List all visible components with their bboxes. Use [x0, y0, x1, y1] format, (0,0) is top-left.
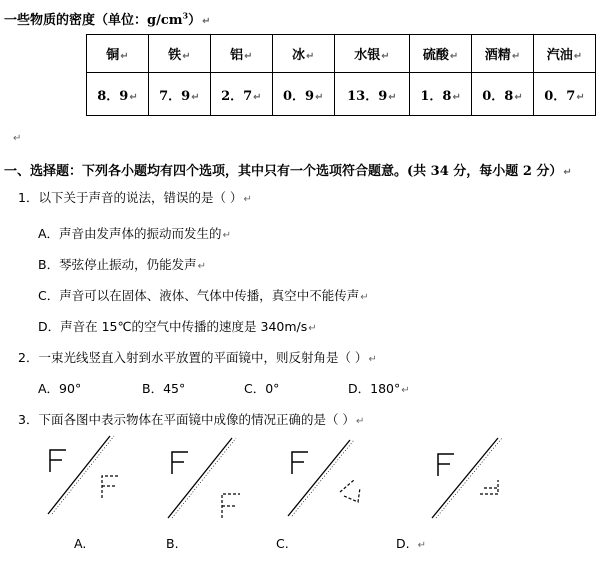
question-2-stem: 2．一束光线竖直入射到水平放置的平面镜中，则反射角是（ ）↵	[18, 350, 377, 365]
table-header-cell: 汽油↵	[533, 35, 595, 73]
figure-a-label: A.	[74, 536, 87, 551]
table-value-cell: 0．9↵	[272, 73, 334, 116]
question-1-option-b: B．琴弦停止振动，仍能发声↵	[38, 257, 206, 272]
table-value-cell: 0．7↵	[533, 73, 595, 116]
density-table	[86, 34, 596, 116]
figure-b	[168, 438, 240, 518]
table-header-cell: 水银↵	[334, 35, 409, 73]
question-2-option-b: B．45°	[142, 381, 186, 396]
figure-a-mirror	[48, 436, 110, 514]
density-heading-sup: 3	[182, 10, 189, 21]
figure-d-label: D. ↵	[396, 536, 426, 551]
question-1-option-a: A．声音由发声体的振动而发生的↵	[38, 226, 231, 241]
table-value-cell: 1．8↵	[410, 73, 472, 116]
figure-b-mirror-hatch	[172, 438, 236, 518]
question-1-stem: 1．以下关于声音的说法，错误的是（ ）↵	[18, 190, 252, 205]
question-2-option-d: D．180°↵	[348, 381, 410, 396]
table-value-cell: 2．7↵	[210, 73, 272, 116]
table-row	[87, 35, 596, 73]
empty-paragraph-mark: ↵	[13, 133, 22, 144]
figure-b-object	[172, 452, 188, 474]
table-header-cell: 铁↵	[148, 35, 210, 73]
question-2-option-c: C．0°	[244, 381, 280, 396]
figure-c-label: C.	[276, 536, 289, 551]
figure-a	[48, 436, 120, 514]
table-header-cell: 酒精↵	[472, 35, 534, 73]
figure-d-object	[438, 454, 454, 476]
density-heading-text: 一些物质的密度（单位：g/cm	[4, 13, 183, 28]
table-row	[87, 73, 596, 116]
density-heading-close: ）	[188, 13, 202, 28]
figure-c-object	[292, 452, 308, 474]
figure-d-mirror	[432, 438, 498, 518]
question-1-option-c: C．声音可以在固体、液体、气体中传播，真空中不能传声↵	[38, 288, 369, 303]
figure-d-image	[480, 480, 498, 494]
question-2-option-a: A．90°	[38, 381, 82, 396]
figure-a-image	[102, 476, 120, 498]
table-header-cell: 硫酸↵	[410, 35, 472, 73]
figure-c-image	[340, 480, 360, 502]
paragraph-mark: ↵	[202, 16, 211, 27]
figure-d-mirror-hatch	[436, 438, 502, 518]
table-header-cell: 铝↵	[210, 35, 272, 73]
table-value-cell: 13．9↵	[334, 73, 409, 116]
question-1-option-d: D．声音在 15℃的空气中传播的速度是 340m/s↵	[38, 319, 317, 334]
question-3-stem: 3．下面各图中表示物体在平面镜中成像的情况正确的是（ ）↵	[18, 412, 365, 427]
figure-a-object	[50, 450, 66, 472]
figure-b-image	[222, 494, 240, 518]
figure-c	[288, 440, 360, 516]
section-title: 一、选择题：下列各小题均有四个选项，其中只有一个选项符合题意。(共 34 分，每小题 2 分）↵	[4, 164, 572, 179]
figure-d	[432, 438, 502, 518]
mirror-figures	[0, 430, 616, 561]
figure-a-mirror-hatch	[52, 436, 114, 514]
table-value-cell: 7．9↵	[148, 73, 210, 116]
figure-b-label: B.	[166, 536, 179, 551]
table-header-cell: 铜↵	[87, 35, 149, 73]
table-value-cell: 8．9↵	[87, 73, 149, 116]
table-header-cell: 冰↵	[272, 35, 334, 73]
density-heading	[4, 9, 211, 28]
table-value-cell: 0．8↵	[472, 73, 534, 116]
